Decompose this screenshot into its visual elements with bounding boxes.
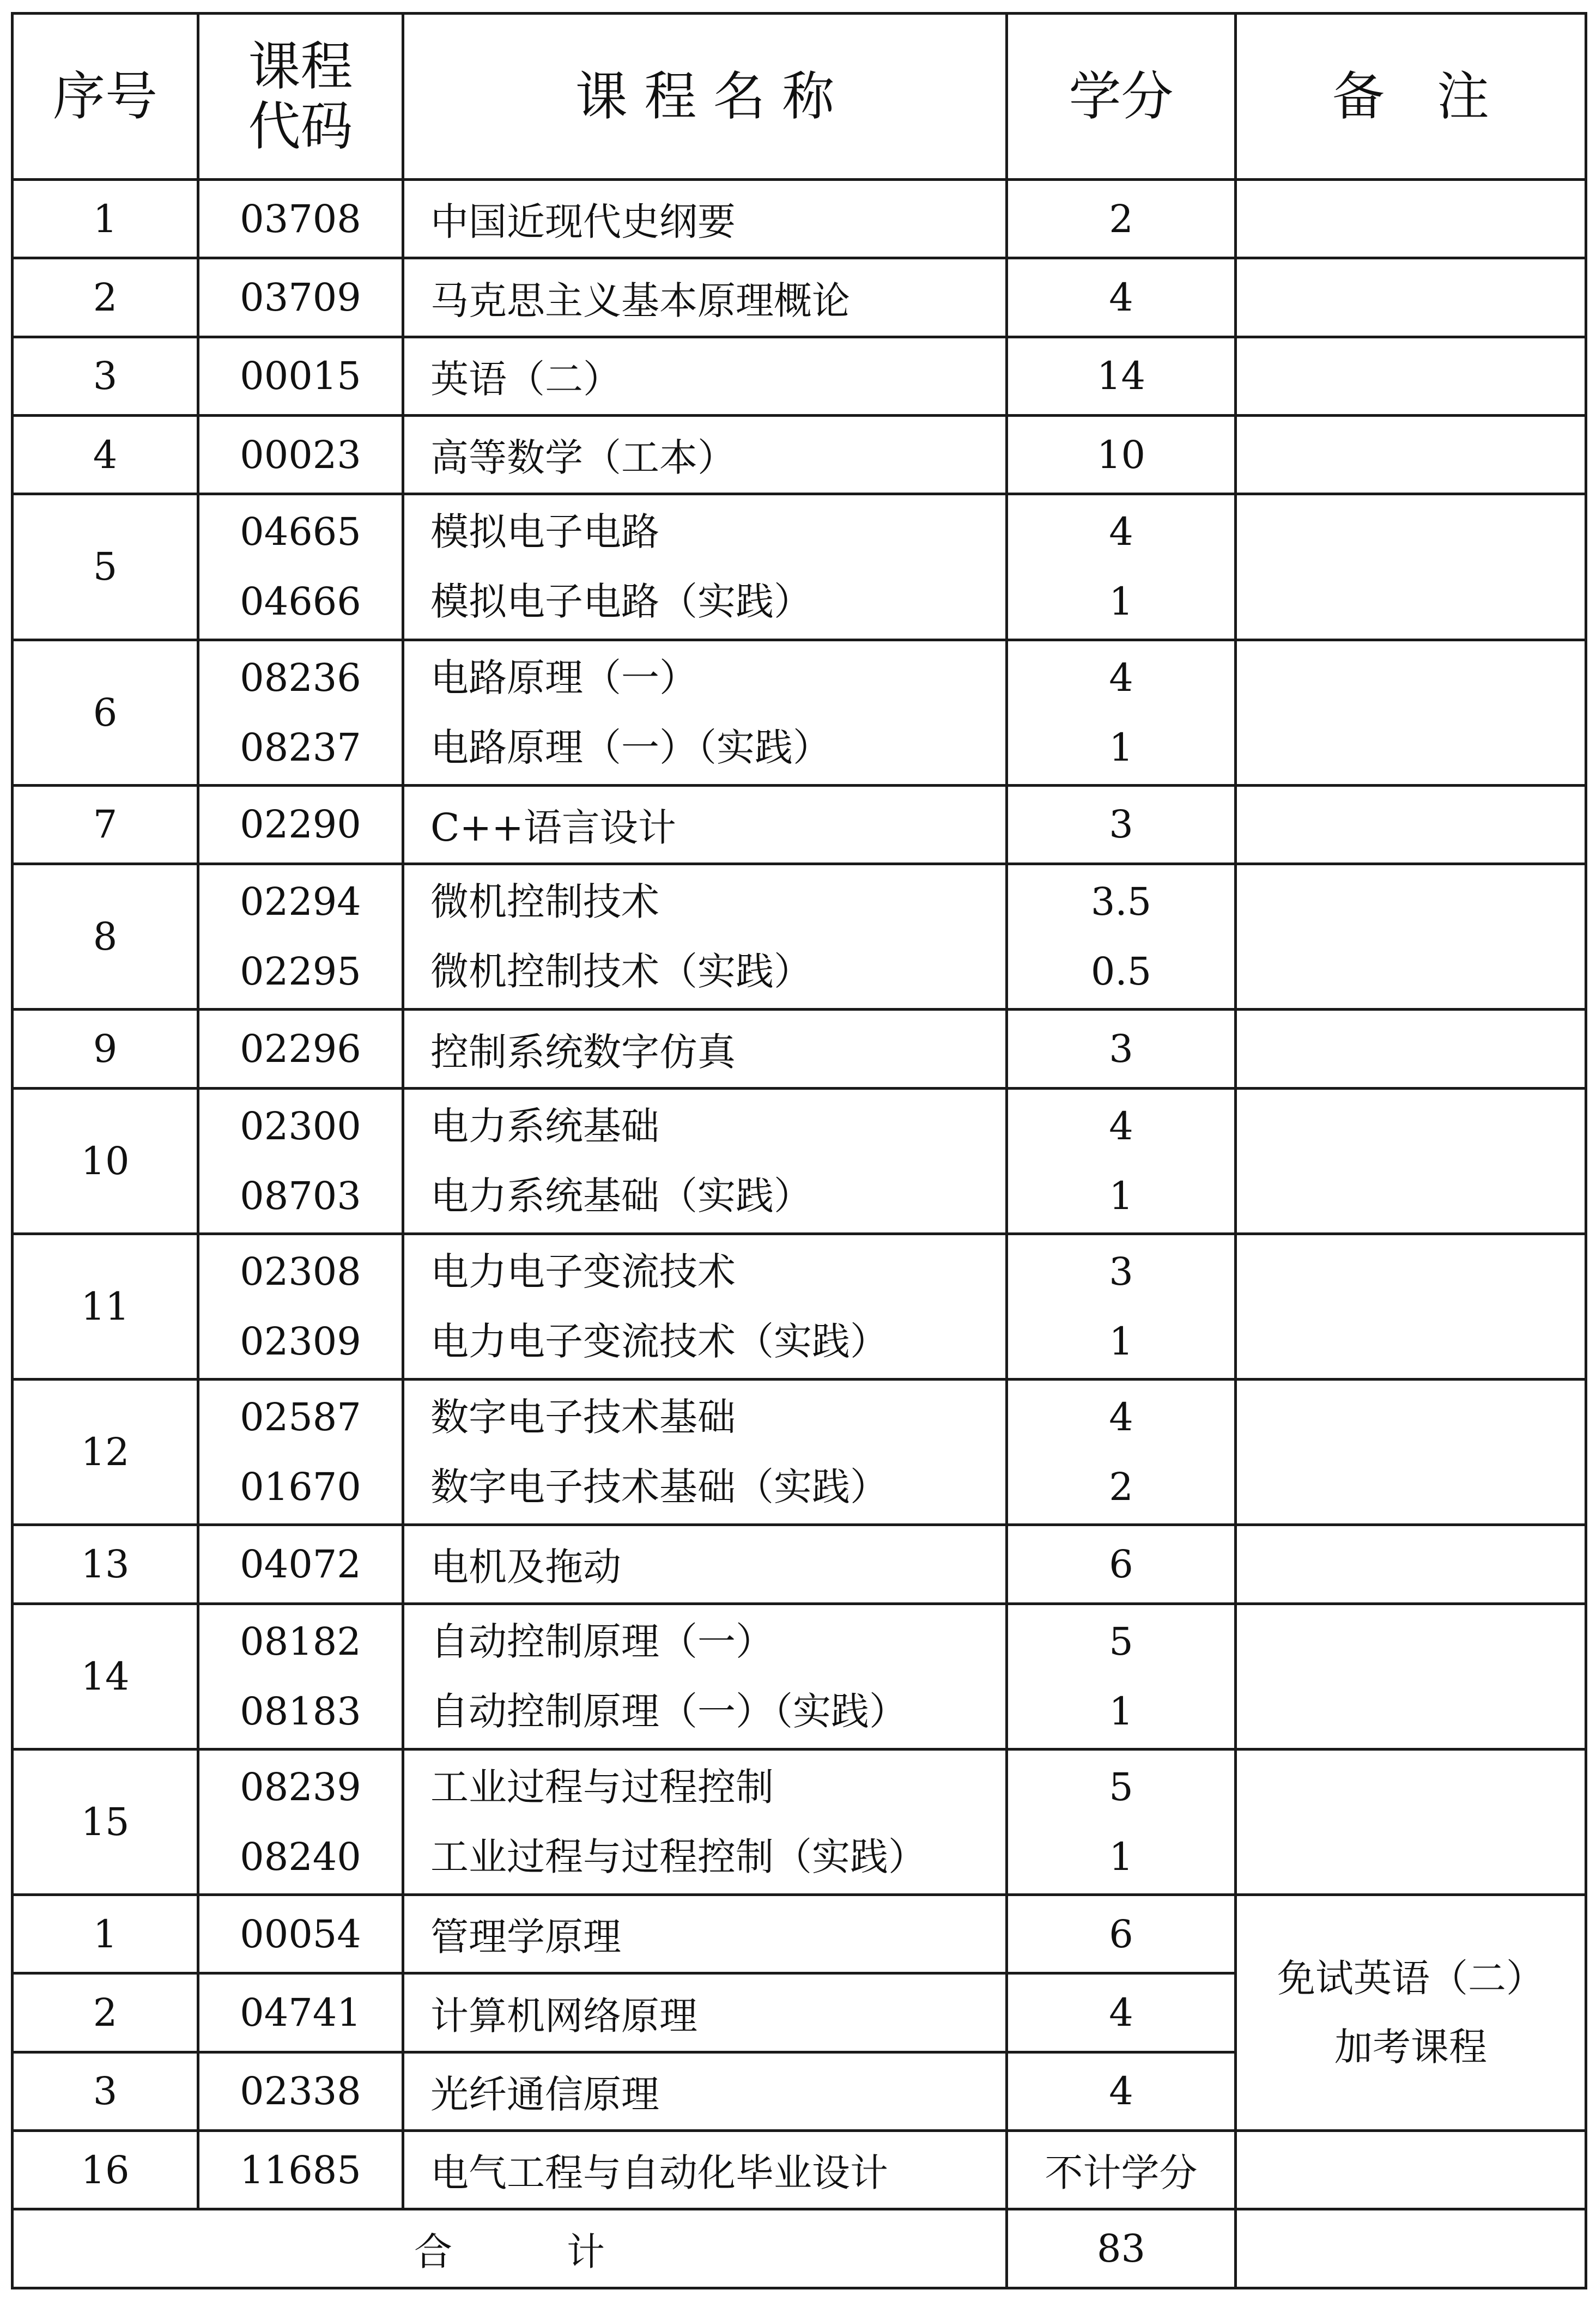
row-index: 2: [13, 258, 198, 337]
course-code: [198, 1603, 403, 1749]
extra-row: [13, 1895, 1586, 1973]
course-code: 00054: [198, 1895, 403, 1973]
course-code: [198, 1380, 403, 1525]
course-name: [403, 494, 1007, 640]
row-index: 7: [13, 785, 198, 864]
header-code: 课程 代码: [198, 14, 403, 180]
course-name: [403, 640, 1007, 785]
table-row: [13, 258, 1586, 337]
course-code: 02290: [198, 785, 403, 864]
course-code: 00015: [198, 337, 403, 415]
row-index: 11: [13, 1234, 198, 1379]
table-body: [13, 180, 1586, 2288]
total-label: 合 计: [13, 2209, 1007, 2288]
course-credit-line: 1: [1109, 1834, 1133, 1879]
course-table: [11, 12, 1587, 2289]
course-name-line: 电路原理（一）: [430, 655, 697, 700]
course-credit-line: 2: [1109, 1465, 1133, 1510]
course-remark: [1236, 416, 1586, 494]
course-code: 04741: [198, 1973, 403, 2052]
table-row: [13, 180, 1586, 258]
course-credit-line: 4: [1109, 509, 1133, 555]
table-row: [13, 1380, 1586, 1525]
course-code-line: 02587: [240, 1395, 361, 1440]
course-code-line: 04665: [240, 509, 361, 555]
course-remark: [1236, 258, 1586, 337]
row-index: 16: [13, 2131, 198, 2209]
table-row: [13, 1010, 1586, 1088]
course-credit-line: 5: [1109, 1764, 1133, 1809]
row-index: 9: [13, 1010, 198, 1088]
course-code-line: 02309: [240, 1319, 361, 1364]
course-remark: [1236, 337, 1586, 415]
course-name-line: 自动控制原理（一）（实践）: [430, 1688, 907, 1734]
course-credit: 3: [1007, 785, 1236, 864]
course-remark: [1236, 2131, 1586, 2209]
course-name-line: 数字电子技术基础: [430, 1395, 736, 1440]
course-name: 中国近现代史纲要: [403, 180, 1007, 258]
course-name: [403, 1603, 1007, 1749]
row-index: 10: [13, 1088, 198, 1234]
table-row: [13, 337, 1586, 415]
course-remark: [1236, 1380, 1586, 1525]
row-index: 5: [13, 494, 198, 640]
thesis-row: [13, 2131, 1586, 2209]
course-name: [403, 1088, 1007, 1234]
course-credit-line: 4: [1109, 1395, 1133, 1440]
header-credit: 学分: [1007, 14, 1236, 180]
course-credit-line: 4: [1109, 1103, 1133, 1149]
table-row: [13, 1749, 1586, 1894]
course-name: [403, 1749, 1007, 1894]
course-code-line: 08236: [240, 655, 361, 700]
course-credit-line: 0.5: [1090, 949, 1152, 994]
course-code: 03708: [198, 180, 403, 258]
course-name: 控制系统数字仿真: [403, 1010, 1007, 1088]
course-code: 02338: [198, 2052, 403, 2130]
row-index: 2: [13, 1973, 198, 2052]
course-code: [198, 1749, 403, 1894]
course-name: 高等数学（工本）: [403, 416, 1007, 494]
course-name: C++语言设计: [403, 785, 1007, 864]
course-name-line: 工业过程与过程控制（实践）: [430, 1834, 926, 1879]
course-code: 00023: [198, 416, 403, 494]
header-index: 序号: [13, 14, 198, 180]
course-credit-line: 1: [1109, 1688, 1133, 1734]
table-row: [13, 1088, 1586, 1234]
course-credit-line: 4: [1109, 655, 1133, 700]
course-code-line: 01670: [240, 1465, 361, 1510]
course-code: [198, 1088, 403, 1234]
course-name: 光纤通信原理: [403, 2052, 1007, 2130]
table-header-row: [13, 14, 1586, 180]
course-remark: [1236, 1010, 1586, 1088]
course-credit-line: 1: [1109, 1173, 1133, 1218]
total-credit: 83: [1007, 2209, 1236, 2288]
course-name: 管理学原理: [403, 1895, 1007, 1973]
course-credit: [1007, 494, 1236, 640]
course-credit: [1007, 1234, 1236, 1379]
course-remark: [1236, 1749, 1586, 1894]
table-row: [13, 494, 1586, 640]
course-credit: [1007, 640, 1236, 785]
course-credit-line: 3.5: [1090, 879, 1152, 925]
course-code: [198, 494, 403, 640]
course-name: 计算机网络原理: [403, 1973, 1007, 2052]
table-row: [13, 785, 1586, 864]
course-name-line: 工业过程与过程控制: [430, 1764, 774, 1809]
row-index: 4: [13, 416, 198, 494]
course-credit: [1007, 1088, 1236, 1234]
extra-remark-line1: 免试英语（二）: [1277, 1956, 1544, 2001]
row-index: 1: [13, 1895, 198, 1973]
course-code-line: 08703: [240, 1173, 361, 1218]
row-index: 6: [13, 640, 198, 785]
course-remark: [1236, 785, 1586, 864]
course-credit: [1007, 1380, 1236, 1525]
course-name-line: 自动控制原理（一）: [430, 1619, 774, 1664]
course-name-line: 电力系统基础（实践）: [430, 1173, 812, 1218]
course-credit: [1007, 864, 1236, 1010]
course-code-line: 02300: [240, 1103, 361, 1149]
course-credit: 6: [1007, 1895, 1236, 1973]
course-code-line: 08183: [240, 1688, 361, 1734]
course-credit: 14: [1007, 337, 1236, 415]
course-code: 04072: [198, 1525, 403, 1603]
course-code: [198, 1234, 403, 1379]
course-code-line: 08237: [240, 725, 361, 770]
course-name: [403, 1234, 1007, 1379]
course-remark: [1236, 1603, 1586, 1749]
course-name-line: 电力系统基础: [430, 1103, 659, 1149]
course-remark: [1236, 1234, 1586, 1379]
course-code-line: 08240: [240, 1834, 361, 1879]
course-credit: 3: [1007, 1010, 1236, 1088]
course-remark: [1236, 1525, 1586, 1603]
course-credit-line: 1: [1109, 725, 1133, 770]
table-row: [13, 1234, 1586, 1379]
course-credit: 2: [1007, 180, 1236, 258]
course-remark: [1236, 494, 1586, 640]
course-credit: 4: [1007, 258, 1236, 337]
course-credit-line: 5: [1109, 1619, 1133, 1664]
course-name-line: 电力电子变流技术（实践）: [430, 1319, 888, 1364]
row-index: 15: [13, 1749, 198, 1894]
header-remark: 备 注: [1236, 14, 1586, 180]
course-name-line: 模拟电子电路（实践）: [430, 579, 812, 624]
course-name: 电气工程与自动化毕业设计: [403, 2131, 1007, 2209]
course-credit: 4: [1007, 2052, 1236, 2130]
row-index: 14: [13, 1603, 198, 1749]
table-row: [13, 1603, 1586, 1749]
extra-remark: [1236, 1895, 1586, 2131]
course-code: 02296: [198, 1010, 403, 1088]
total-remark: [1236, 2209, 1586, 2288]
total-row: [13, 2209, 1586, 2288]
course-credit: [1007, 1749, 1236, 1894]
course-code: [198, 864, 403, 1010]
course-name-line: 微机控制技术: [430, 879, 659, 925]
course-name: 马克思主义基本原理概论: [403, 258, 1007, 337]
course-code-line: 08239: [240, 1764, 361, 1809]
table-row: [13, 416, 1586, 494]
header-name: 课 程 名 称: [403, 14, 1007, 180]
table-row: [13, 1525, 1586, 1603]
table-row: [13, 864, 1586, 1010]
course-credit: [1007, 1603, 1236, 1749]
course-name: 英语（二）: [403, 337, 1007, 415]
course-code-line: 02294: [240, 879, 361, 925]
row-index: 8: [13, 864, 198, 1010]
row-index: 1: [13, 180, 198, 258]
course-name: 电机及拖动: [403, 1525, 1007, 1603]
course-remark: [1236, 180, 1586, 258]
course-credit-line: 1: [1109, 579, 1133, 624]
row-index: 12: [13, 1380, 198, 1525]
course-credit: 10: [1007, 416, 1236, 494]
row-index: 3: [13, 337, 198, 415]
course-name: [403, 864, 1007, 1010]
course-name-line: 电路原理（一）（实践）: [430, 725, 831, 770]
course-name-line: 模拟电子电路: [430, 509, 659, 555]
table-row: [13, 640, 1586, 785]
extra-remark-line2: 加考课程: [1334, 2025, 1487, 2070]
course-code: [198, 640, 403, 785]
course-credit: 6: [1007, 1525, 1236, 1603]
course-code: 03709: [198, 258, 403, 337]
course-name-line: 微机控制技术（实践）: [430, 949, 812, 994]
course-code-line: 02308: [240, 1249, 361, 1294]
row-index: 13: [13, 1525, 198, 1603]
row-index: 3: [13, 2052, 198, 2130]
course-name: [403, 1380, 1007, 1525]
course-code-line: 04666: [240, 579, 361, 624]
course-credit: 4: [1007, 1973, 1236, 2052]
course-code-line: 08182: [240, 1619, 361, 1664]
course-name-line: 电力电子变流技术: [430, 1249, 736, 1294]
course-code: 11685: [198, 2131, 403, 2209]
course-name-line: 数字电子技术基础（实践）: [430, 1465, 888, 1510]
course-code-line: 02295: [240, 949, 361, 994]
course-credit-line: 1: [1109, 1319, 1133, 1364]
course-remark: [1236, 640, 1586, 785]
course-remark: [1236, 864, 1586, 1010]
course-credit-line: 3: [1109, 1249, 1133, 1294]
course-remark: [1236, 1088, 1586, 1234]
course-credit: 不计学分: [1007, 2131, 1236, 2209]
